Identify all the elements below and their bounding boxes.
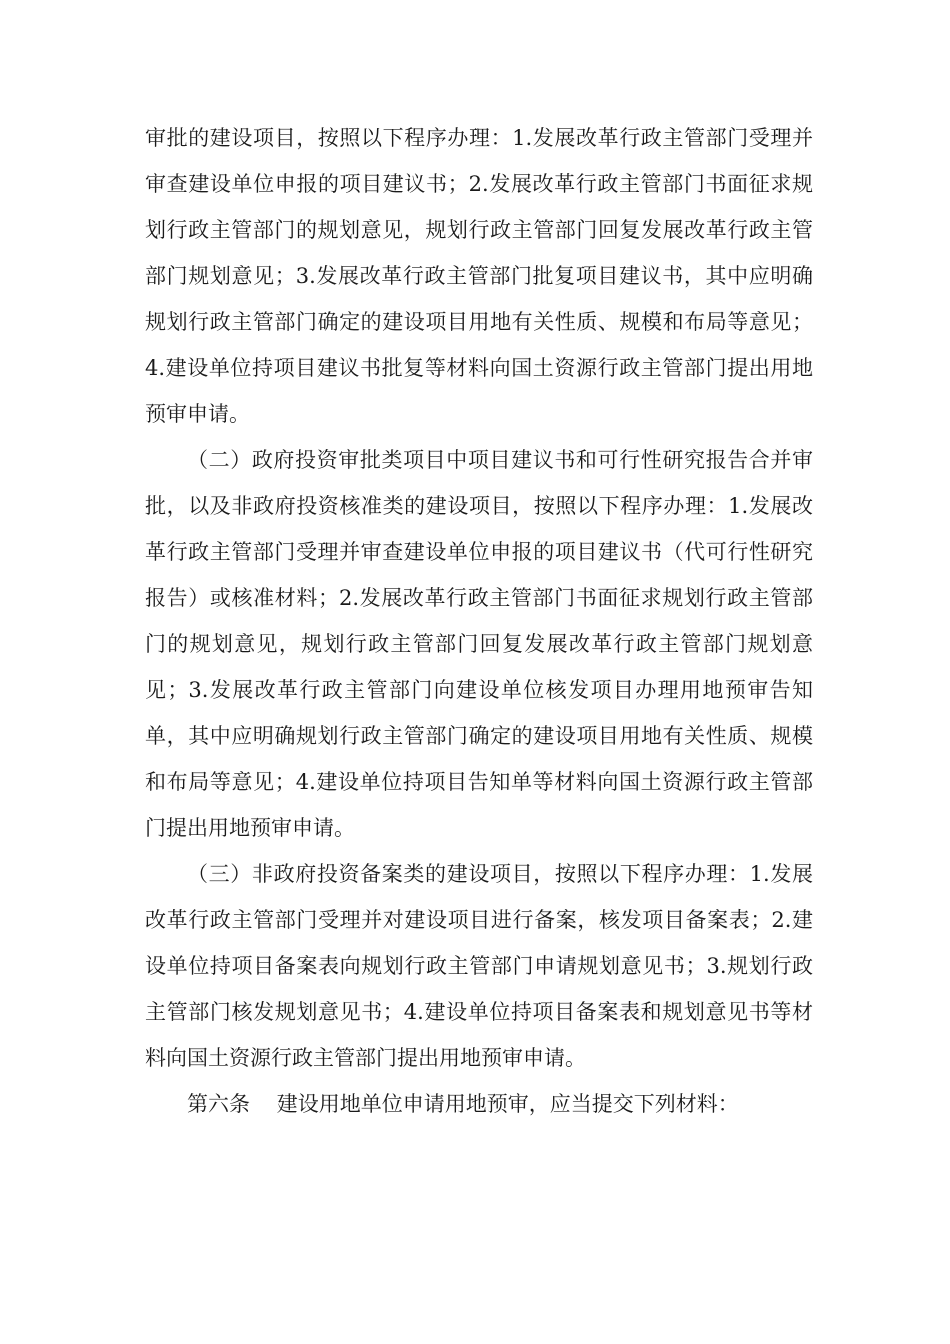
- paragraph-continuation: 审批的建设项目，按照以下程序办理：1.发展改革行政主管部门受理并审查建设单位申报的项目建议书；2.发展改革行政主管部门书面征求规划行政主管部门的规划意见，规划行政主管部门回复发展改革行政主管部门规划意见；3.发展改革行政主管部门批复项目建议书，其中应明确规划行政主管部门确定的建设项目用地有关性质、规模和布局等意见；4.建设单位持项目建议书批复等材料向国土资源行政主管部门提出用地预审申请。: [145, 126, 813, 426]
- document-body: [145, 115, 813, 1127]
- article-gap: [250, 1092, 277, 1116]
- paragraph-item-2: （二）政府投资审批类项目中项目建议书和可行性研究报告合并审批，以及非政府投资核准类的建设项目，按照以下程序办理：1.发展改革行政主管部门受理并审查建设单位申报的项目建议书（代可行性研究报告）或核准材料；2.发展改革行政主管部门书面征求规划行政主管部门的规划意见，规划行政主管部门回复发展改革行政主管部门规划意见；3.发展改革行政主管部门向建设单位核发项目办理用地预审告知单，其中应明确规划行政主管部门确定的建设项目用地有关性质、规模和布局等意见；4.建设单位持项目告知单等材料向国土资源行政主管部门提出用地预审申请。: [145, 448, 813, 840]
- article-number: 第六条: [187, 1092, 250, 1116]
- article-text: 建设用地单位申请用地预审，应当提交下列材料：: [276, 1092, 739, 1116]
- paragraph-item-3: （三）非政府投资备案类的建设项目，按照以下程序办理：1.发展改革行政主管部门受理并对建设项目进行备案，核发项目备案表；2.建设单位持项目备案表向规划行政主管部门申请规划意见书；3.规划行政主管部门核发规划意见书；4.建设单位持项目备案表和规划意见书等材料向国土资源行政主管部门提出用地预审申请。: [145, 862, 813, 1070]
- article-heading: [145, 1081, 813, 1127]
